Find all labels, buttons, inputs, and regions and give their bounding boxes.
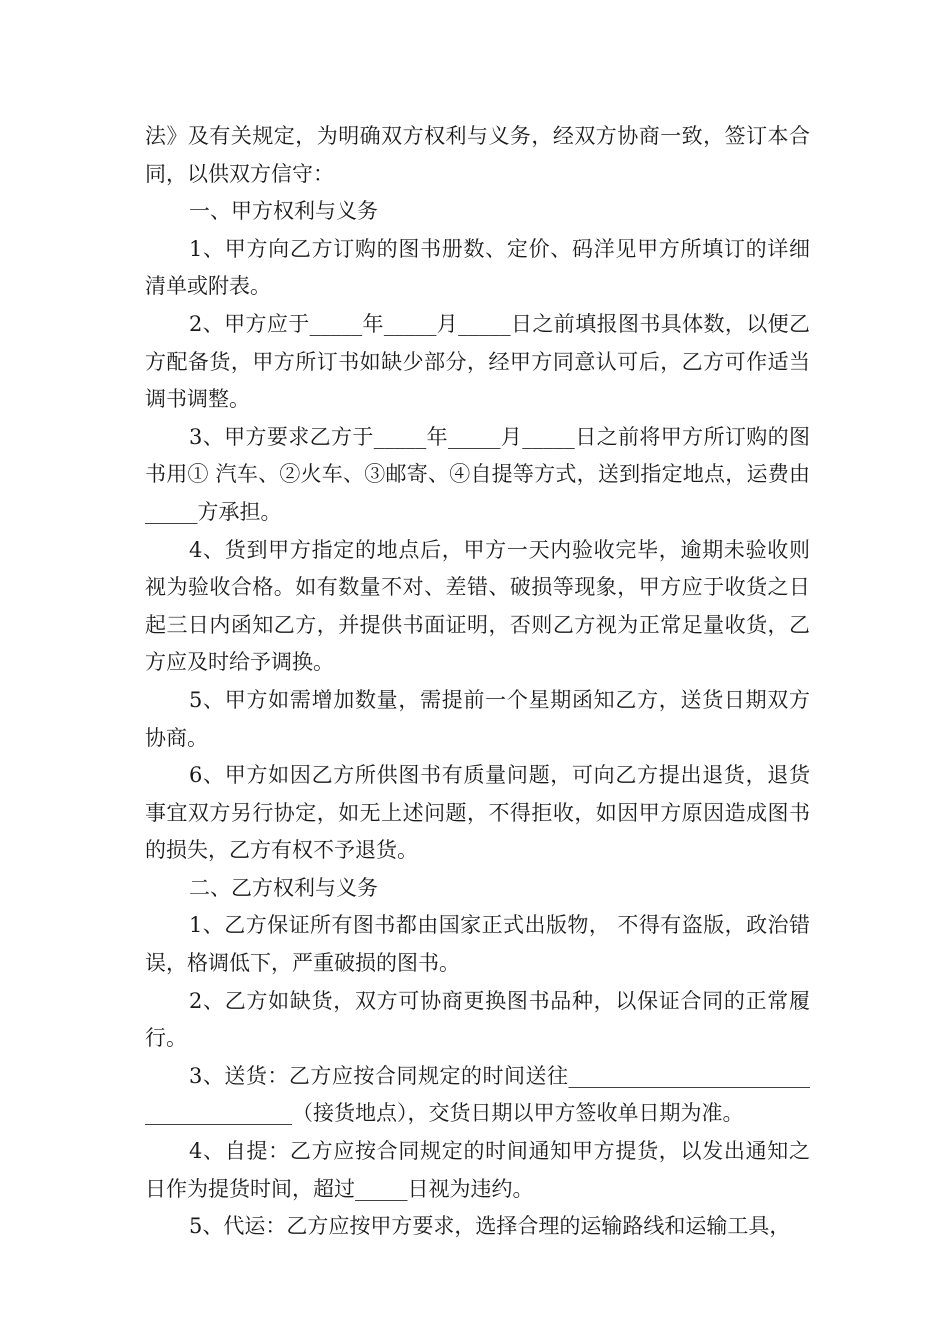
contract-body <box>145 118 810 1246</box>
clause-a-6: 6、甲方如因乙方所供图书有质量问题，可向乙方提出退货，退货事宜双方另行协定，如无上述问题，不得拒收，如因甲方原因造成图书的损失，乙方有权不予退货。 <box>145 763 810 863</box>
clause-a-2: 2、甲方应于_____年_____月_____日之前填报图书具体数，以便乙方配备货，甲方所订书如缺少部分，经甲方同意认可后，乙方可作适当调书调整。 <box>145 311 810 412</box>
clause-b-1: 1、乙方保证所有图书都由国家正式出版物， 不得有盗版，政治错误，格调低下，严重破损的图书。 <box>145 913 810 976</box>
intro-paragraph: 法》及有关规定，为明确双方权利与义务，经双方协商一致，签订本合同，以供双方信守： <box>145 124 810 186</box>
clause-a-3: 3、甲方要求乙方于_____年_____月_____日之前将甲方所订购的图书用① 汽车、②火车、③邮寄、④自提等方式，送到指定地点，运费由_____方承担。 <box>145 424 810 524</box>
section-heading-party-a: 一、甲方权利与义务 <box>189 199 378 224</box>
clause-b-5: 5、代运：乙方应按甲方要求，选择合理的运输路线和运输工具， <box>189 1214 791 1239</box>
clause-b-3: 3、送货：乙方应按合同规定的时间送往_____________________________________（接货地点），交货日期以甲方签收单日期为准。 <box>145 1063 810 1126</box>
clause-b-2: 2、乙方如缺货，双方可协商更换图书品种，以保证合同的正常履行。 <box>145 988 810 1051</box>
section-heading-party-b: 二、乙方权利与义务 <box>189 875 378 900</box>
clause-b-4: 4、自提：乙方应按合同规定的时间通知甲方提货，以发出通知之日作为提货时间，超过_____日视为违约。 <box>145 1139 810 1201</box>
clause-a-1: 1、甲方向乙方订购的图书册数、定价、码洋见甲方所填订的详细清单或附表。 <box>145 236 810 299</box>
clause-a-4: 4、货到甲方指定的地点后，甲方一天内验收完毕，逾期未验收则视为验收合格。如有数量不对、差错、破损等现象，甲方应于收货之日起三日内函知乙方，并提供书面证明，否则乙方视为正常足量收货，乙方应及时给予调换。 <box>145 537 810 675</box>
clause-a-5: 5、甲方如需增加数量，需提前一个星期函知乙方，送货日期双方协商。 <box>145 687 810 750</box>
